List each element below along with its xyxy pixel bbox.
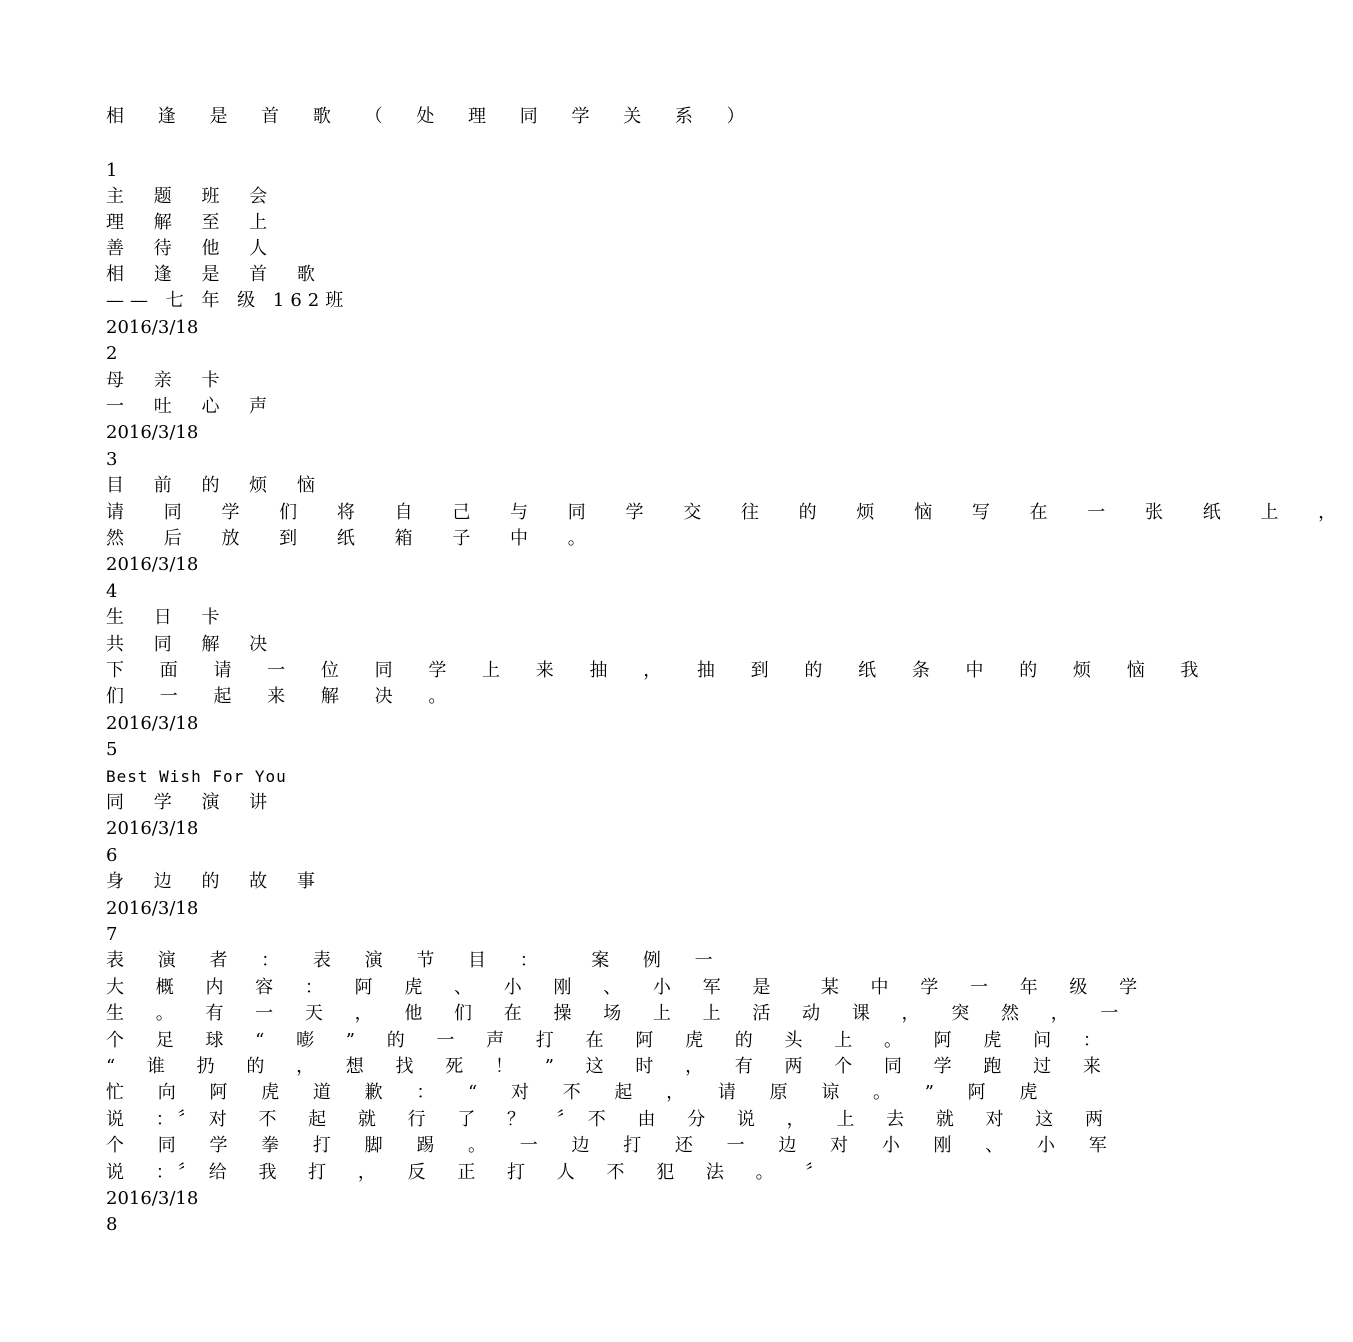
- text-line: 一 吐 心 声: [106, 396, 280, 417]
- text-line: 然 后 放 到 纸 箱 子 中 。: [106, 528, 603, 549]
- slide-number: 4: [106, 581, 118, 602]
- text-line: 相 逢 是 首 歌: [106, 264, 327, 285]
- text-line: 下 面 请 一 位 同 学 上 来 抽 ， 抽 到 的 纸 条 中 的 烦 恼 我: [106, 660, 1214, 681]
- text-line: 善 待 他 人: [106, 238, 280, 259]
- slide-number: 7: [106, 924, 118, 945]
- text-line: 说 ：〞给 我 打 ， 反 正 打 人 不 犯 法 。 〞: [106, 1162, 837, 1183]
- text-line: 忙 向 阿 虎 道 歉 ： “ 对 不 起 ， 请 原 谅 。 ” 阿 虎: [106, 1082, 1052, 1103]
- text-line: —— 七 年 级 162班: [106, 290, 350, 311]
- text-line: 请 同 学 们 将 自 己 与 同 学 交 往 的 烦 恼 写 在 一 张 纸 上 ，: [106, 502, 1353, 523]
- date-line: 2016/3/18: [106, 713, 199, 734]
- text-line: 主 题 班 会: [106, 186, 280, 207]
- date-line: 2016/3/18: [106, 422, 199, 443]
- text-line: 个 同 学 拳 打 脚 踢 。 一 边 打 还 一 边 对 小 刚 、 小 军: [106, 1135, 1121, 1156]
- date-line: 2016/3/18: [106, 1188, 199, 1209]
- text-line: “ 谁 扔 的 ， 想 找 死 ！ ” 这 时 ， 有 两 个 同 学 跑 过 来: [106, 1056, 1114, 1077]
- slide-number: 3: [106, 449, 118, 470]
- text-line: Best Wish For You: [106, 767, 287, 786]
- text-line: 理 解 至 上: [106, 212, 280, 233]
- text-line: 目 前 的 烦 恼: [106, 475, 327, 496]
- text-line: 说 ：〞对 不 起 就 行 了 ？ 〞不 由 分 说 ， 上 去 就 对 这 两: [106, 1109, 1116, 1130]
- text-line: 生 日 卡: [106, 607, 232, 628]
- text-line: 大 概 内 容 ： 阿 虎 、 小 刚 、 小 军 是 某 中 学 一 年 级 学: [106, 977, 1151, 998]
- date-line: 2016/3/18: [106, 898, 199, 919]
- text-line: 母 亲 卡: [106, 370, 232, 391]
- date-line: 2016/3/18: [106, 818, 199, 839]
- text-line: 生 。 有 一 天 ， 他 们 在 操 场 上 上 活 动 课 ， 突 然 ， 一: [106, 1003, 1132, 1024]
- slide-number: 6: [106, 845, 118, 866]
- text-line: 共 同 解 决: [106, 634, 280, 655]
- text-line: 们 一 起 来 解 决 。: [106, 686, 462, 707]
- text-line: 身 边 的 故 事: [106, 871, 327, 892]
- text-line: 同 学 演 讲: [106, 792, 280, 813]
- slide-number: 8: [106, 1214, 118, 1235]
- date-line: 2016/3/18: [106, 554, 199, 575]
- slide-number: 2: [106, 343, 118, 364]
- text-line: 表 演 者 ： 表 演 节 目 ： 案 例 一: [106, 950, 727, 971]
- slide-number: 1: [106, 160, 118, 181]
- document-title: 相 逢 是 首 歌 （ 处 理 同 学 关 系 ）: [106, 106, 759, 127]
- date-line: 2016/3/18: [106, 317, 199, 338]
- text-line: 个 足 球 “ 嘭 ” 的 一 声 打 在 阿 虎 的 头 上 。 阿 虎 问 ：: [106, 1030, 1114, 1051]
- slide-number: 5: [106, 739, 118, 760]
